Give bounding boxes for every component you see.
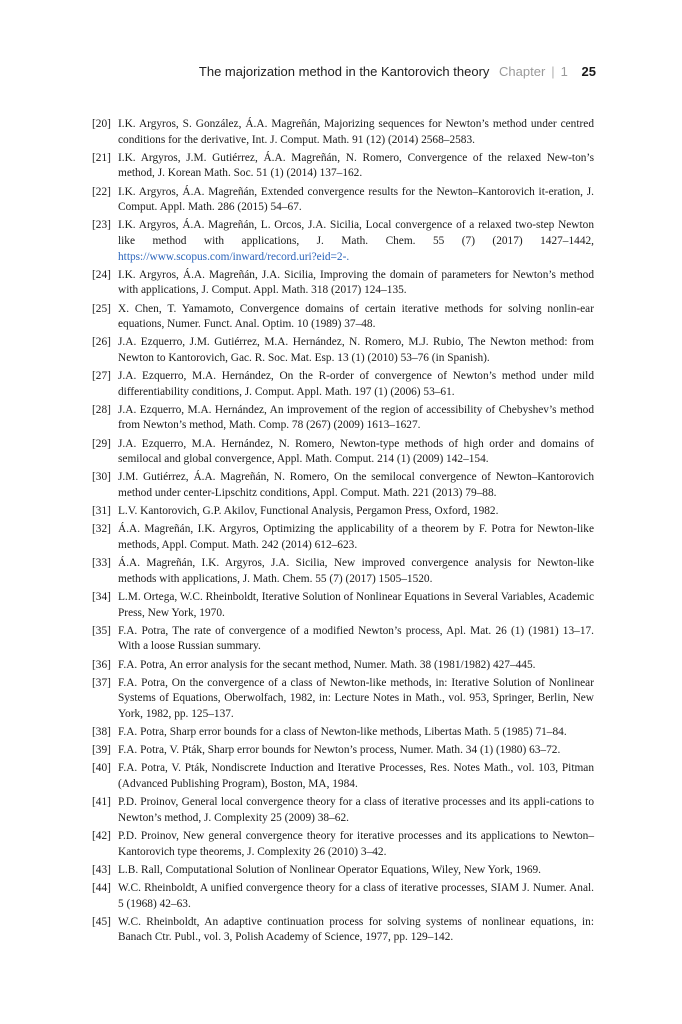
reference-number: [36]	[92, 658, 111, 671]
reference-number: [22]	[92, 185, 111, 198]
reference-text: W.C. Rheinboldt, A unified convergence theory for a class of iterative processes, SIAM J. Numer. Anal. 5 (1968) 42–63.	[118, 881, 594, 910]
reference-text: F.A. Potra, V. Pták, Sharp error bounds for Newton’s process, Numer. Math. 34 (1) (1980) 63–72.	[118, 744, 561, 757]
reference-text: X. Chen, T. Yamamoto, Convergence domains of certain iterative methods for solving nonlin-ear equations, Numer. Funct. Anal. Optim. 10 (1989) 37–48.	[118, 302, 594, 331]
reference-item	[92, 117, 594, 148]
reference-item	[92, 881, 594, 912]
page-number: 25	[581, 64, 596, 79]
reference-text: W.C. Rheinboldt, An adaptive continuation process for solving systems of nonlinear equations, in: Banach Ctr. Publ., vol. 3, Polish Academy of Science, 1977, pp. 129–142.	[118, 915, 594, 944]
reference-number: [24]	[92, 268, 111, 281]
reference-item	[92, 369, 594, 400]
reference-item	[92, 218, 594, 265]
reference-number: [39]	[92, 744, 111, 757]
chapter-label: Chapter	[499, 64, 546, 79]
reference-number: [33]	[92, 557, 111, 570]
reference-item	[92, 829, 594, 860]
reference-number: [42]	[92, 830, 111, 842]
reference-text: J.A. Ezquerro, M.A. Hernández, An improvement of the region of accessibility of Chebyshev’s method from Newton’s method, Math. Comp. 78 (267) (2009) 1613–1627.	[118, 403, 594, 432]
reference-text: I.K. Argyros, Á.A. Magreñán, L. Orcos, J.A. Sicilia, Local convergence of a relaxed two-step Newton like method with applications, J. Math. Chem. 55 (7) (2017) 1427–1442,	[118, 219, 594, 247]
reference-text: I.K. Argyros, Á.A. Magreñán, J.A. Sicilia, Improving the domain of parameters for Newton’s method with applications, J. Comput. Appl. Math. 318 (2017) 124–135.	[118, 268, 594, 297]
reference-text: L.V. Kantorovich, G.P. Akilov, Functional Analysis, Pergamon Press, Oxford, 1982.	[118, 505, 499, 518]
reference-number: [29]	[92, 437, 111, 450]
reference-number: [23]	[92, 219, 111, 232]
reference-item	[92, 915, 594, 946]
reference-item	[92, 795, 594, 826]
running-head-title: The majorization method in the Kantorovich theory	[198, 64, 490, 79]
reference-link[interactable]: https://www.scopus.com/inward/record.uri?eid=2-.	[118, 250, 350, 263]
reference-number: [21]	[92, 151, 111, 164]
reference-item	[92, 743, 594, 759]
reference-text: L.B. Rall, Computational Solution of Nonlinear Operator Equations, Wiley, New York, 1969.	[118, 863, 541, 876]
reference-item	[92, 302, 594, 333]
reference-text: F.A. Potra, V. Pták, Nondiscrete Induction and Iterative Processes, Res. Notes Math., vol. 103, Pitman (Advanced Publishing Program), Boston, MA, 1984.	[118, 762, 594, 791]
reference-item	[92, 403, 594, 434]
chapter-separator: |	[551, 64, 555, 79]
reference-item	[92, 151, 594, 182]
reference-item	[92, 470, 594, 501]
reference-text: J.M. Gutiérrez, Á.A. Magreñán, N. Romero, On the semilocal convergence of Newton–Kantorovich method under center-Lipschitz conditions, Appl. Comput. Math. 221 (2013) 79–88.	[118, 471, 594, 499]
reference-item	[92, 658, 594, 674]
reference-item	[92, 522, 594, 553]
reference-item	[92, 437, 594, 468]
reference-item	[92, 335, 594, 366]
reference-item	[92, 725, 594, 741]
reference-number: [32]	[92, 523, 111, 536]
reference-text: J.A. Ezquerro, M.A. Hernández, On the R-order of convergence of Newton’s method under mild differentiability conditions, J. Comput. Appl. Math. 197 (1) (2006) 53–61.	[118, 370, 594, 398]
reference-item	[92, 863, 594, 879]
reference-number: [40]	[92, 762, 111, 775]
reference-number: [34]	[92, 590, 111, 603]
reference-text: L.M. Ortega, W.C. Rheinboldt, Iterative Solution of Nonlinear Equations in Several Variables, Academic Press, New York, 1970.	[118, 590, 594, 619]
reference-item	[92, 676, 594, 723]
reference-item	[92, 556, 594, 587]
reference-number: [25]	[92, 302, 111, 315]
reference-text: Á.A. Magreñán, I.K. Argyros, Optimizing the applicability of a theorem by F. Potra for Newton-like methods, Appl. Comput. Math. 242 (2014) 612–623.	[118, 523, 594, 551]
reference-text: P.D. Proinov, General local convergence theory for a class of iterative processes and its appli-cations to Newton’s method, J. Complexity 25 (2009) 38–62.	[118, 796, 594, 824]
reference-item	[92, 504, 594, 520]
reference-number: [37]	[92, 676, 111, 689]
reference-list	[92, 117, 594, 949]
reference-text: F.A. Potra, The rate of convergence of a modified Newton’s process, Apl. Mat. 26 (1) (1981) 13–17. With a loose Russian summary.	[118, 624, 594, 653]
reference-number: [45]	[92, 915, 111, 928]
chapter-number: 1	[560, 64, 568, 79]
reference-text: J.A. Ezquerro, M.A. Hernández, N. Romero, Newton-type methods of high order and domains of semilocal and global convergence, Appl. Math. Comput. 214 (1) (2009) 142–154.	[118, 437, 594, 466]
reference-number: [28]	[92, 403, 111, 416]
reference-number: [27]	[92, 370, 111, 383]
reference-text: I.K. Argyros, J.M. Gutiérrez, Á.A. Magreñán, N. Romero, Convergence of the relaxed New-ton’s method, J. Korean Math. Soc. 51 (1) (2014) 137–162.	[118, 151, 594, 180]
reference-number: [43]	[92, 863, 111, 876]
reference-number: [20]	[92, 118, 111, 130]
reference-text: I.K. Argyros, S. González, Á.A. Magreñán, Majorizing sequences for Newton’s method under centred conditions for the derivative, Int. J. Comput. Math. 91 (12) (2014) 2568–2583.	[118, 118, 594, 146]
reference-number: [44]	[92, 881, 111, 894]
reference-number: [38]	[92, 726, 111, 739]
reference-text: P.D. Proinov, New general convergence theory for iterative processes and its applications to Newton–Kantorovich type theorems, J. Complexity 26 (2010) 3–42.	[118, 830, 594, 858]
reference-text: I.K. Argyros, Á.A. Magreñán, Extended convergence results for the Newton–Kantorovich it-eration, J. Comput. Appl. Math. 286 (2015) 54–67.	[118, 185, 594, 214]
reference-text: J.A. Ezquerro, J.M. Gutiérrez, M.A. Hernández, N. Romero, M.J. Rubio, The Newton method: from Newton to Kantorovich, Gac. R. Soc. Mat. Esp. 13 (1) (2010) 53–76 (in Spanish).	[118, 336, 594, 364]
reference-item	[92, 185, 594, 216]
running-head	[199, 64, 596, 79]
reference-item	[92, 268, 594, 299]
reference-item	[92, 624, 594, 655]
reference-number: [26]	[92, 336, 111, 349]
reference-number: [30]	[92, 471, 111, 484]
reference-text: F.A. Potra, On the convergence of a class of Newton-like methods, in: Iterative Solution of Nonlinear Systems of Equations, Oberwolfach, 1982, in: Lecture Notes in Math., vol. 953, Springer, Berlin, New York, 1982, pp. 125–137.	[118, 676, 594, 720]
reference-number: [35]	[92, 624, 111, 637]
reference-item	[92, 590, 594, 621]
reference-number: [41]	[92, 796, 111, 809]
reference-item	[92, 761, 594, 792]
reference-text: F.A. Potra, An error analysis for the secant method, Numer. Math. 38 (1981/1982) 427–445.	[118, 658, 536, 671]
reference-number: [31]	[92, 505, 111, 518]
reference-text: F.A. Potra, Sharp error bounds for a class of Newton-like methods, Libertas Math. 5 (1985) 71–84.	[118, 726, 567, 739]
reference-text: Á.A. Magreñán, I.K. Argyros, J.A. Sicilia, New improved convergence analysis for Newton-like methods with applications, J. Math. Chem. 55 (7) (2017) 1505–1520.	[118, 557, 594, 585]
